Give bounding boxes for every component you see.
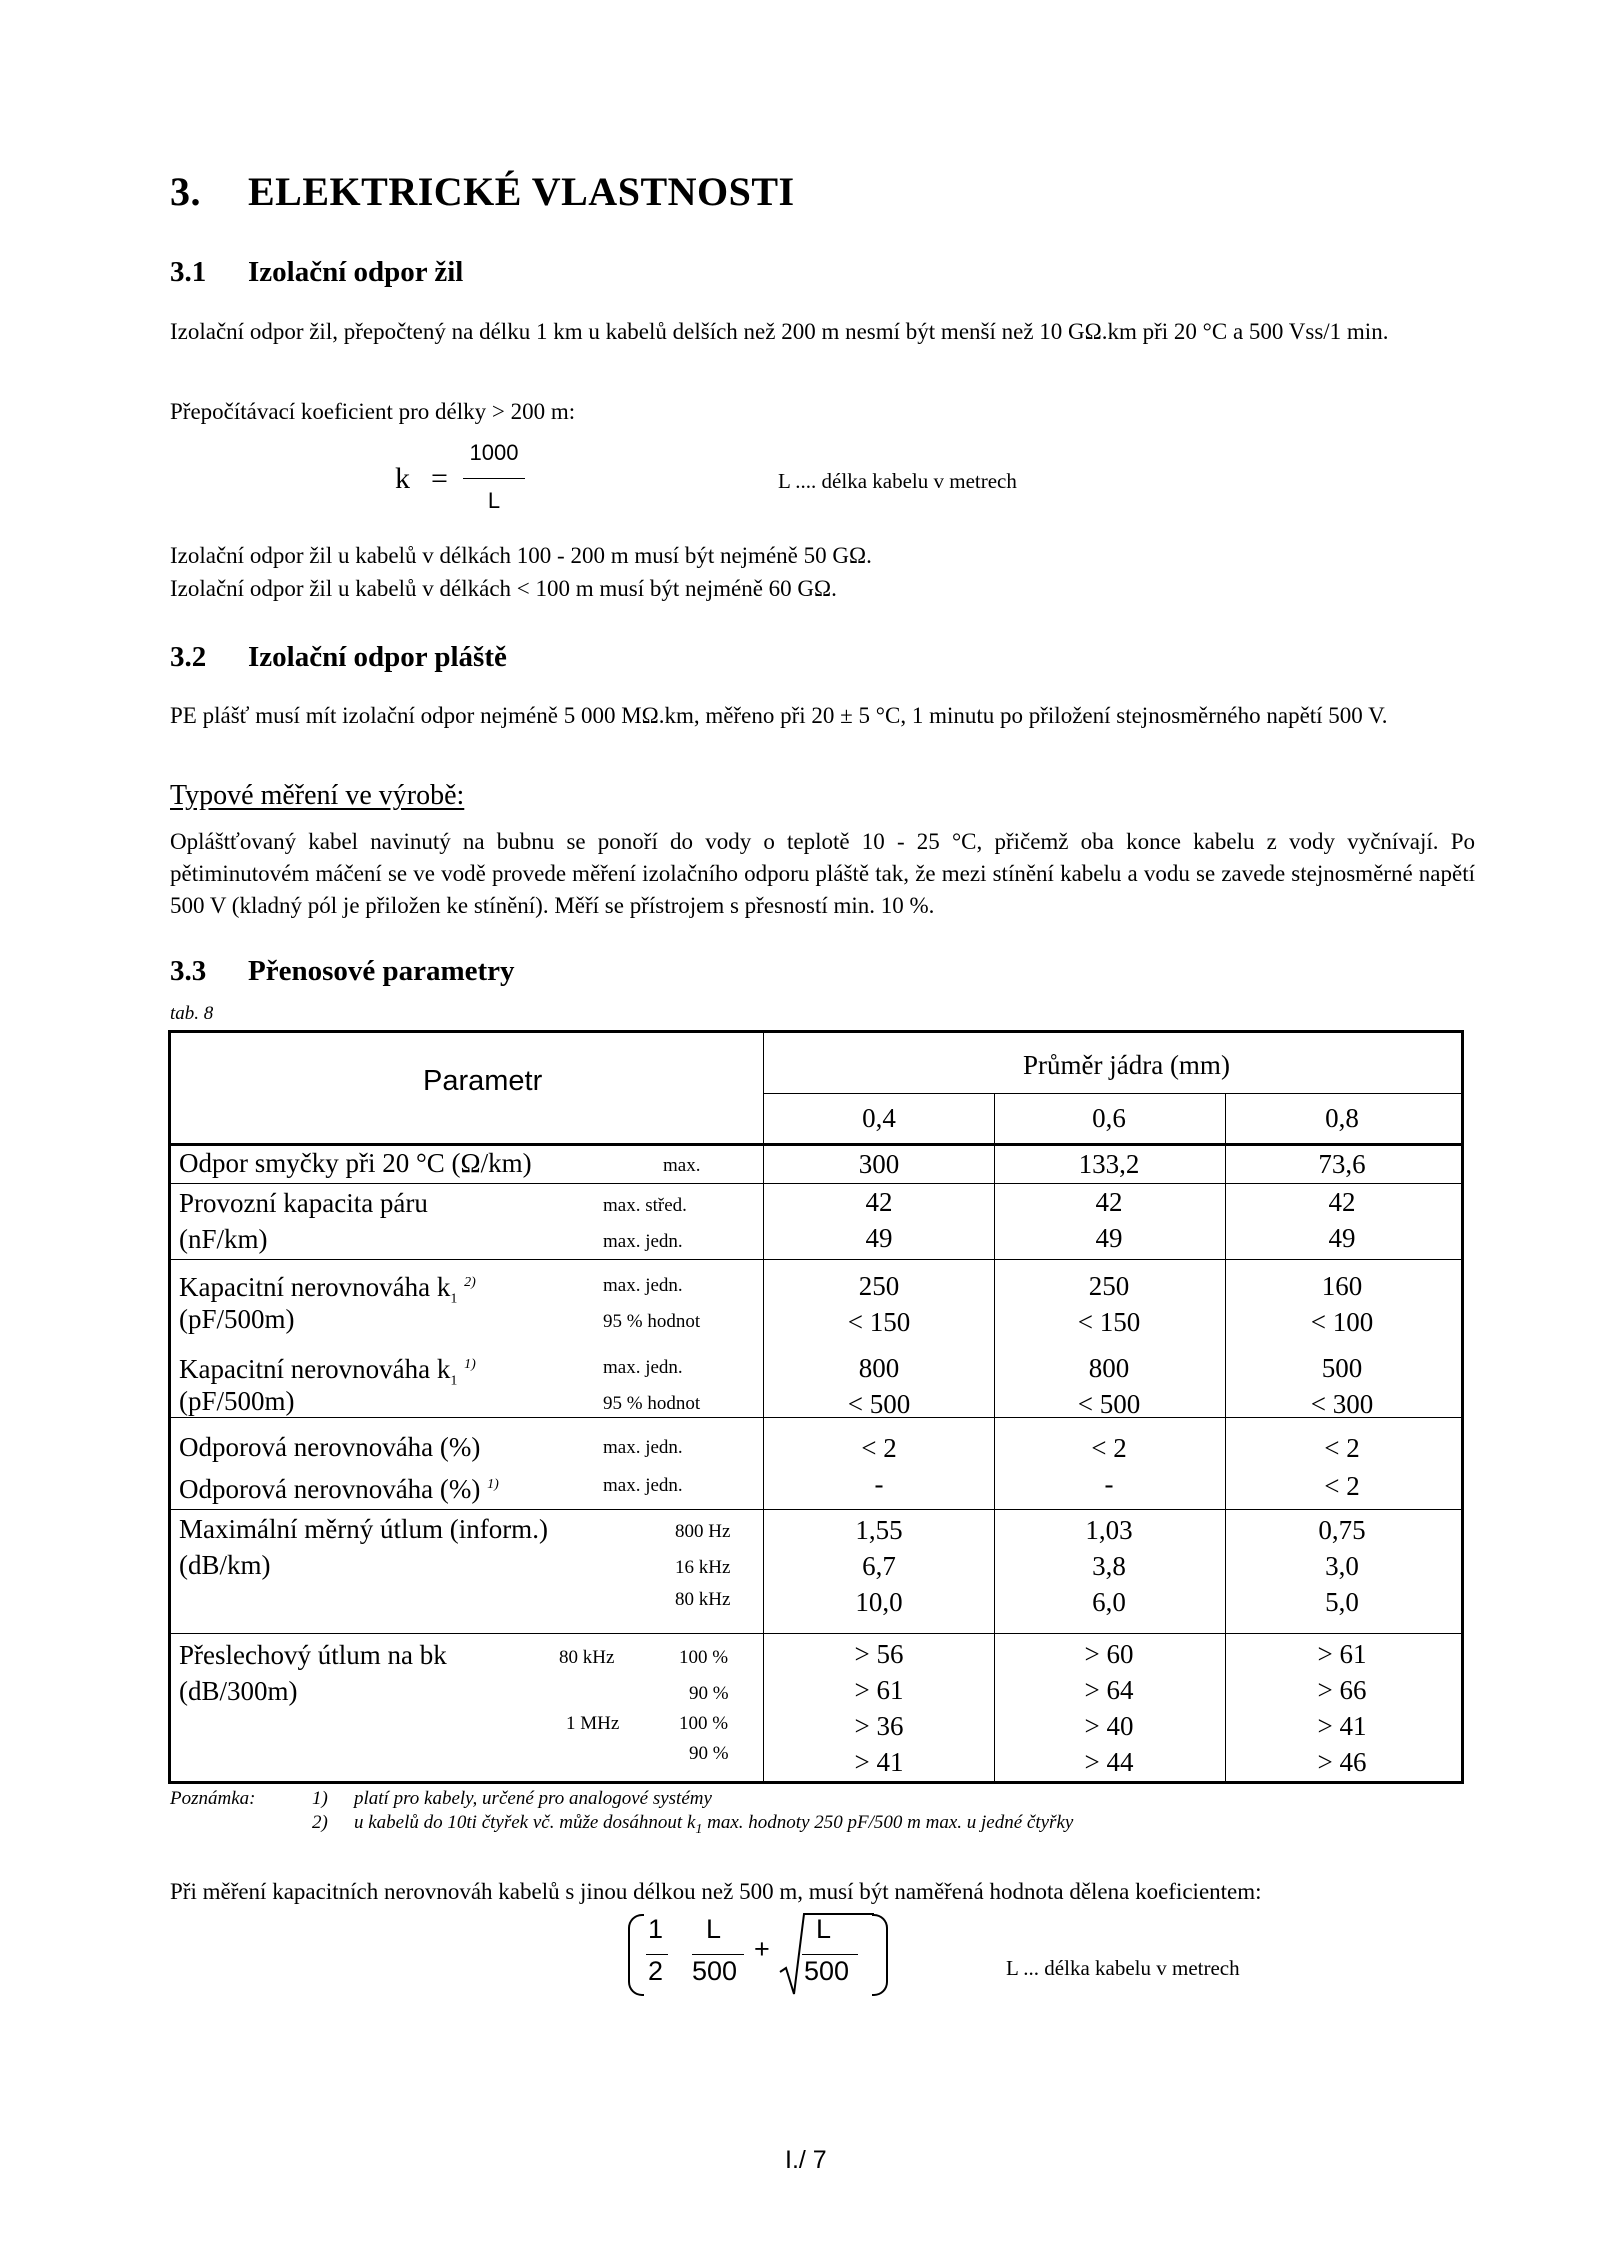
note-number: 1) (312, 1788, 328, 1809)
note-text: max. hodnoty 250 pF/500 m max. u jedné čtyřky (702, 1812, 1074, 1833)
table-cell: 1,55 (855, 1515, 903, 1545)
table-cell: > 41 (1317, 1711, 1367, 1741)
row-qualifier: max. jedn. (603, 1275, 683, 1296)
note-1 (170, 1788, 1073, 1812)
row-label-unit: (pF/500m) (179, 1304, 295, 1334)
table-cell: > 46 (1317, 1747, 1367, 1777)
paragraph: Izolační odpor žil u kabelů v délkách 100 - 200 m musí být nejméně 50 GΩ. (170, 543, 872, 568)
row-qualifier: max. střed. (603, 1195, 687, 1216)
formula-term: 500 (804, 1956, 850, 1986)
table-cell: 300 (858, 1149, 900, 1179)
note-2 (170, 1812, 1073, 1836)
table-cell: 5,0 (1325, 1587, 1359, 1617)
formula-term: 500 (692, 1956, 738, 1986)
table-cell: < 300 (1310, 1389, 1374, 1419)
table-cell: 133,2 (1078, 1149, 1140, 1179)
coefficient-formula (395, 440, 535, 520)
footnote-mark: 1) (464, 1357, 476, 1372)
formula-term: 2 (648, 1956, 664, 1986)
table-cell: < 500 (847, 1389, 911, 1419)
fraction-bar (802, 1954, 858, 1955)
table-notes (170, 1788, 1073, 1836)
row-label: Maximální měrný útlum (inform.) (179, 1514, 548, 1544)
fraction-bar (463, 478, 525, 479)
percentile-label: 90 % (689, 1743, 729, 1764)
subscript: 1 (450, 1373, 458, 1389)
table-cell: 10,0 (855, 1587, 903, 1617)
chapter-number: 3. (170, 169, 201, 214)
section-3-2-heading (170, 641, 507, 674)
header-col-0-8: 0,8 (1325, 1103, 1359, 1133)
row-label-unit: (dB/km) (179, 1550, 271, 1580)
row-divider (763, 1093, 1461, 1094)
formula-equals: = (431, 462, 448, 495)
note-text: platí pro kabely, určené pro analogové systémy (354, 1788, 712, 1809)
frequency-label: 800 Hz (675, 1521, 731, 1542)
footnote-mark: 1) (487, 1477, 499, 1492)
table-cell: 160 (1321, 1271, 1363, 1301)
table-cell: < 500 (1077, 1389, 1141, 1419)
header-col-0-4: 0,4 (862, 1103, 896, 1133)
table-cell: 800 (858, 1353, 900, 1383)
row-divider (171, 1509, 1461, 1510)
section-number: 3.3 (170, 955, 207, 987)
subscript: 1 (450, 1291, 458, 1307)
table-cell: 3,0 (1325, 1551, 1359, 1581)
table-cell: > 41 (854, 1747, 904, 1777)
paragraph: Při měření kapacitních nerovnováh kabelů s jinou délkou než 500 m, musí být naměřená hodnota dělena koeficientem: (170, 1879, 1262, 1904)
formula-lhs: k (395, 462, 410, 495)
subscript: 1 (695, 1821, 703, 1837)
row-label: Odporová nerovnováha (%) (179, 1432, 481, 1462)
table-cell: 49 (1095, 1223, 1123, 1253)
note-number: 2) (312, 1812, 328, 1833)
row-label-unit: (nF/km) (179, 1224, 268, 1254)
subheading-text: Typové měření ve výrobě: (170, 780, 465, 811)
formula-note: L ... délka kabelu v metrech (1006, 1956, 1240, 1980)
header-parametr: Parametr (423, 1065, 543, 1097)
table-cell: < 2 (1091, 1433, 1127, 1463)
table-cell: < 2 (1324, 1433, 1360, 1463)
table-cell: > 61 (1317, 1639, 1367, 1669)
table-cell: 1,03 (1085, 1515, 1133, 1545)
chapter-title: ELEKTRICKÉ VLASTNOSTI (248, 169, 795, 214)
table-cell: 6,7 (862, 1551, 896, 1581)
row-divider (171, 1417, 1461, 1418)
row-qualifier: max. (663, 1155, 701, 1176)
row-label-unit: (pF/500m) (179, 1386, 295, 1416)
paragraph: Opláštťovaný kabel navinutý na bubnu se ponoří do vody o teplotě 10 - 25 °C, přičemž oba konce kabelu z vody vyčnívají. Po pětiminutovém máčení se ve vodě provede měření izolačního odporu pláště tak, že mezi stínění kabelu a vodu se zavede stejnosměrné napětí 500 V (kladný pól je přiložen ke stínění). Měří se přístrojem s přesností min. 10 %. (170, 829, 1475, 918)
row-label-text: Odporová nerovnováha (%) (179, 1474, 481, 1504)
notes-label: Poznámka: (170, 1788, 256, 1809)
section-3-1-heading (170, 256, 463, 289)
table-cell: 0,75 (1318, 1515, 1366, 1545)
row-label-unit: (dB/300m) (179, 1676, 298, 1706)
column-divider (994, 1093, 995, 1781)
fraction-bar (646, 1954, 668, 1955)
table-cell: 3,8 (1092, 1551, 1126, 1581)
paragraph: Izolační odpor žil, přepočtený na délku 1 km u kabelů delších než 200 m nesmí být menší než 10 GΩ.km při 20 °C a 500 Vss/1 min. (170, 319, 1389, 344)
row-qualifier: 95 % hodnot (603, 1311, 701, 1332)
table-cell: - (1104, 1469, 1114, 1499)
table-cell: 49 (1328, 1223, 1356, 1253)
table-cell: 42 (1328, 1187, 1356, 1217)
table-cell: > 36 (854, 1711, 904, 1741)
row-qualifier: max. jedn. (603, 1231, 683, 1252)
frequency-label: 80 kHz (675, 1589, 731, 1610)
row-label-text: Kapacitní nerovnováha k (179, 1354, 451, 1384)
table-cell: < 100 (1310, 1307, 1374, 1337)
row-divider (171, 1183, 1461, 1184)
chapter-heading (170, 168, 795, 215)
section-number: 3.1 (170, 256, 207, 288)
table-caption: tab. 8 (170, 1003, 214, 1024)
table-cell: 800 (1088, 1353, 1130, 1383)
percentile-label: 100 % (679, 1713, 729, 1734)
subheading (170, 778, 1475, 814)
table-cell: 250 (1088, 1271, 1130, 1301)
table-cell: < 150 (847, 1307, 911, 1337)
row-qualifier: max. jedn. (603, 1357, 683, 1378)
section-title: Izolační odpor žil (248, 256, 464, 288)
frequency-label: 16 kHz (675, 1557, 731, 1578)
page-number: I./ 7 (785, 2146, 827, 2174)
formula-term: L (706, 1914, 722, 1944)
right-parenthesis (872, 1914, 888, 1996)
percentile-label: 100 % (679, 1647, 729, 1668)
section-title: Přenosové parametry (248, 955, 515, 987)
formula-denominator: L (487, 488, 501, 513)
transmission-parameters-table (168, 1030, 1464, 1784)
table-cell: 42 (1095, 1187, 1123, 1217)
table-cell: 250 (858, 1271, 900, 1301)
frequency-label: 1 MHz (566, 1713, 620, 1734)
table-cell: > 64 (1084, 1675, 1134, 1705)
section-title: Izolační odpor pláště (248, 641, 507, 673)
table-cell: > 40 (1084, 1711, 1134, 1741)
footnote-mark: 2) (464, 1275, 476, 1290)
table-cell: < 150 (1077, 1307, 1141, 1337)
row-divider (171, 1633, 1461, 1634)
header-core-diameter: Průměr jádra (mm) (1023, 1050, 1230, 1080)
row-divider (171, 1259, 1461, 1260)
section-3-3-heading (170, 955, 515, 988)
table-cell: > 56 (854, 1639, 904, 1669)
frequency-label: 80 kHz (559, 1647, 615, 1668)
left-parenthesis (628, 1914, 644, 1996)
formula-note: L .... délka kabelu v metrech (778, 469, 1017, 493)
row-label (179, 1467, 499, 1507)
formula-numerator: 1000 (469, 440, 519, 465)
table-cell: 73,6 (1318, 1149, 1366, 1179)
table-cell: > 61 (854, 1675, 904, 1705)
row-label-text: Kapacitní nerovnováha k (179, 1272, 451, 1302)
table-cell: > 60 (1084, 1639, 1134, 1669)
paragraph: Přepočítávací koeficient pro délky > 200 m: (170, 399, 576, 424)
formula-plus: + (754, 1934, 770, 1964)
table-cell: > 44 (1084, 1747, 1134, 1777)
table-cell: 500 (1321, 1353, 1363, 1383)
formula-term: 1 (648, 1914, 664, 1944)
column-divider (1225, 1093, 1226, 1781)
row-label: Přeslechový útlum na bk (179, 1640, 447, 1670)
header-col-0-6: 0,6 (1092, 1103, 1126, 1133)
fraction-bar (692, 1954, 744, 1955)
table-cell: > 66 (1317, 1675, 1367, 1705)
percentile-label: 90 % (689, 1683, 729, 1704)
row-label: Provozní kapacita páru (179, 1188, 428, 1218)
note-text: u kabelů do 10ti čtyřek vč. může dosáhnout k (354, 1812, 696, 1833)
row-label: Odpor smyčky při 20 °C (Ω/km) (179, 1148, 532, 1178)
table-cell: < 2 (1324, 1471, 1360, 1501)
table-cell: - (874, 1469, 884, 1499)
section-number: 3.2 (170, 641, 207, 673)
row-qualifier: max. jedn. (603, 1475, 683, 1496)
correction-formula (628, 1910, 888, 2000)
table-cell: 6,0 (1092, 1587, 1126, 1617)
paragraph: Izolační odpor žil u kabelů v délkách < 100 m musí být nejméně 60 GΩ. (170, 576, 837, 601)
row-qualifier: 95 % hodnot (603, 1393, 701, 1414)
table-cell: < 2 (861, 1433, 897, 1463)
row-qualifier: max. jedn. (603, 1437, 683, 1458)
table-cell: 42 (865, 1187, 893, 1217)
formula-term: L (816, 1914, 832, 1944)
paragraph: PE plášť musí mít izolační odpor nejméně 5 000 MΩ.km, měřeno při 20 ± 5 °C, 1 minutu po přiložení stejnosměrného napětí 500 V. (170, 703, 1388, 728)
table-cell: 49 (865, 1223, 893, 1253)
